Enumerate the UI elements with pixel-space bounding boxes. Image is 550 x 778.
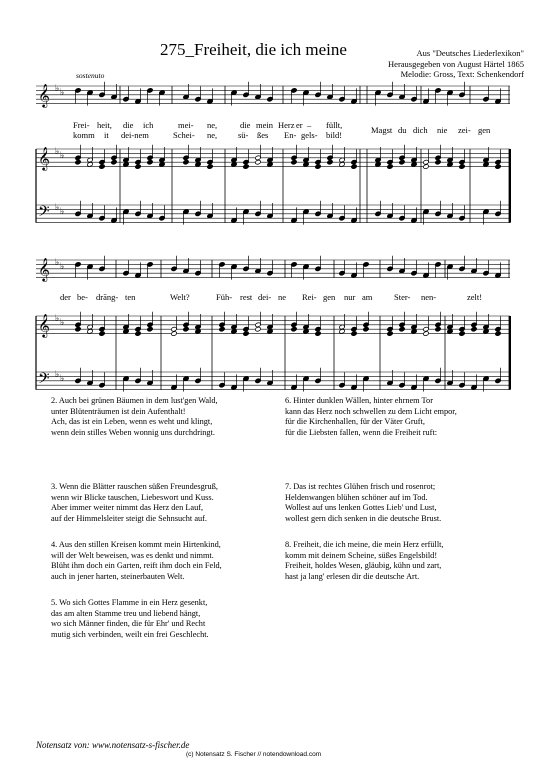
lyric-syllable: ne,: [207, 120, 218, 130]
lyric-syllable: bild!: [326, 130, 343, 140]
note-head: [267, 329, 273, 334]
lyric-syllable: rest: [240, 292, 253, 302]
note-head: [291, 326, 297, 331]
treble-clef: 𝄞: [38, 146, 50, 170]
lyric-syllable: drāng-: [96, 292, 119, 302]
bass-clef: 𝄢: [38, 370, 50, 391]
note-head: [363, 326, 369, 331]
note-head: [159, 162, 165, 167]
lyric-syllable: nur: [344, 292, 356, 302]
note-head: [459, 331, 465, 336]
verse-line: Freiheit, holdes Wesen, gläubig, kühn und zart,: [285, 561, 442, 571]
note-head: [399, 326, 405, 331]
verse-line: hast ja lang' erlesen dir die deutsche Art.: [285, 571, 420, 581]
lyric-syllable: füllt,: [326, 120, 343, 130]
lyric-syllable: Magst: [371, 125, 393, 135]
verse-line: kann das Herz noch schwellen zu dem Licht empor,: [285, 406, 457, 416]
verse-2: [51, 396, 301, 438]
key-flat: ♭: [55, 147, 60, 157]
note-head: [447, 329, 453, 334]
verse-line: 8. Freiheit, die ich meine, die mein Herz erfüllt,: [285, 540, 444, 549]
verse-line: wenn wir Blicke tauschen, Liebeswort und Kuss.: [51, 492, 214, 502]
note-head: [327, 159, 333, 164]
lyric-syllable: ich: [143, 120, 154, 130]
lyric-syllable: zelt!: [467, 292, 483, 302]
key-flat: ♭: [60, 374, 65, 384]
lyric-syllable: –: [307, 120, 312, 130]
lyric-syllable: die: [123, 120, 134, 130]
bass-clef: 𝄢: [38, 203, 50, 224]
verse-6: [285, 396, 535, 438]
key-flat: ♭: [55, 258, 60, 268]
key-flat: ♭: [55, 84, 60, 94]
note-head: [423, 164, 429, 169]
note-head: [135, 164, 141, 169]
verse-line: 6. Hinter dunklen Wällen, hinter ehrnem Tor: [285, 396, 433, 405]
note-head: [315, 164, 321, 169]
lyric-syllable: Frei-: [73, 120, 90, 130]
note-head: [123, 162, 129, 167]
lyric-syllable: komm: [73, 130, 95, 140]
note-head: [243, 164, 249, 169]
lyric-syllable: gen: [323, 292, 336, 302]
note-head: [303, 162, 309, 167]
verse-line: das am alten Stamme treu und liebend hängt,: [51, 608, 201, 618]
song-title: 275_Freiheit, die ich meine: [160, 40, 347, 59]
note-head: [375, 162, 381, 167]
note-head: [495, 164, 501, 169]
treble-clef: 𝄞: [38, 313, 50, 337]
verse-line: Blüht ihm doch ein Garten, reift ihm doch ein Feld,: [51, 561, 222, 571]
key-flat: ♭: [55, 370, 60, 380]
verse-line: will der Welt beweisen, was es denkt und nimmt.: [51, 550, 214, 560]
note-head: [471, 326, 477, 331]
note-head: [195, 162, 201, 167]
lyric-syllable: gels-: [301, 130, 318, 140]
verse-4: [51, 540, 301, 582]
note-head: [87, 329, 93, 334]
note-head: [147, 159, 153, 164]
note-head: [483, 329, 489, 334]
lyric-syllable: am: [362, 292, 373, 302]
verse-line: 2. Auch bei grünen Bäumen in dem lust'gen Wald,: [51, 396, 218, 405]
note-head: [231, 162, 237, 167]
source-line: Melodie: Gross, Text: Schenkendorf: [400, 69, 524, 79]
note-head: [459, 164, 465, 169]
lyric-syllable: be-: [77, 292, 88, 302]
lyric-syllable: die: [240, 120, 251, 130]
note-head: [387, 331, 393, 336]
verse-line: 3. Wenn die Blätter rauschen süßen Freundesgruß,: [51, 482, 218, 491]
footer-website: Notensatz von: www.notensatz-s-fischer.de: [36, 740, 190, 750]
verse-line: unter Blütenträumen ist dein Aufenthalt!: [51, 406, 186, 416]
lyric-syllable: dei-: [258, 292, 272, 302]
verse-line: wo sich Männer finden, die für Ehr' und Recht: [51, 619, 206, 629]
note-head: [303, 329, 309, 334]
note-head: [399, 159, 405, 164]
key-flat: ♭: [60, 88, 65, 98]
lyric-syllable: ßes: [257, 130, 269, 140]
lyric-syllable: nen-: [421, 292, 437, 302]
note-head: [123, 329, 129, 334]
note-head: [87, 162, 93, 167]
note-head: [411, 162, 417, 167]
note-head: [231, 329, 237, 334]
note-head: [423, 331, 429, 336]
key-flat: ♭: [60, 262, 65, 272]
verse-line: 7. Das ist rechtes Glühen frisch und rosenrot;: [285, 482, 436, 491]
note-head: [387, 164, 393, 169]
treble-clef: 𝄞: [38, 257, 50, 281]
note-head: [183, 159, 189, 164]
verse-line: Heldenwangen blühen schöner auf im Tod.: [285, 492, 428, 502]
lyric-syllable: mei-: [178, 120, 194, 130]
note-head: [411, 329, 417, 334]
note-head: [147, 326, 153, 331]
note-head: [435, 159, 441, 164]
lyric-syllable: Schei-: [173, 130, 195, 140]
note-head: [195, 329, 201, 334]
verse-line: Wollest auf uns lenken Gottes Lieb' und Lust,: [285, 503, 437, 513]
lyric-syllable: nie: [437, 125, 448, 135]
lyric-syllable: gen: [478, 125, 491, 135]
verse-line: wollest gern dich senken in die deutsche Brust.: [285, 513, 442, 523]
note-head: [351, 164, 357, 169]
lyric-syllable: Ster-: [394, 292, 411, 302]
lyric-syllable: it: [104, 130, 109, 140]
verse-5: [51, 598, 301, 640]
verse-line: wenn dein stilles Weben wonnig uns durchdringt.: [51, 427, 215, 437]
lyric-syllable: ten: [125, 292, 136, 302]
note-head: [255, 326, 261, 331]
note-head: [447, 162, 453, 167]
verse-line: 4. Aus den stillen Kreisen kommt mein Hirtenkind,: [51, 540, 221, 549]
note-head: [495, 331, 501, 336]
note-head: [255, 159, 261, 164]
verse-line: Ach, das ist ein Leben, wenn es weht und klingt,: [51, 417, 213, 427]
lyric-syllable: du: [398, 125, 407, 135]
note-head: [135, 331, 141, 336]
verse-line: für die Kirchenhallen, für der Väter Gruft,: [285, 417, 425, 427]
source-line: Aus "Deutsches Liederlexikon": [416, 48, 524, 58]
verse-line: komm mit deinem Scheine, süßes Engelsbild!: [285, 550, 438, 560]
lyric-syllable: mein: [256, 120, 273, 130]
tempo-marking: sostenuto: [76, 71, 105, 80]
note-head: [291, 159, 297, 164]
lyric-syllable: dich: [413, 125, 428, 135]
treble-clef: 𝄞: [38, 83, 50, 107]
note-head: [75, 159, 81, 164]
note-head: [171, 331, 177, 336]
lyric-syllable: zei-: [458, 125, 471, 135]
verse-3: [51, 482, 301, 524]
verse-line: für die Liebsten fallen, wenn die Freiheit ruft:: [285, 427, 438, 437]
note-head: [351, 331, 357, 336]
note-head: [315, 331, 321, 336]
note-head: [339, 162, 345, 167]
verse-line: 5. Wo sich Gottes Flamme in ein Herz gesenkt,: [51, 598, 208, 607]
key-flat: ♭: [55, 203, 60, 213]
key-flat: ♭: [55, 314, 60, 324]
note-head: [483, 162, 489, 167]
key-flat: ♭: [60, 318, 65, 328]
note-head: [207, 164, 213, 169]
footer-copyright: (c) Notensatz S. Fischer // notendownload.com: [186, 751, 322, 758]
note-head: [75, 326, 81, 331]
key-flat: ♭: [60, 207, 65, 217]
note-head: [111, 159, 117, 164]
lyric-syllable: Herz: [278, 120, 295, 130]
note-head: [183, 326, 189, 331]
verse-line: auf der Himmelsleiter steigt die Sehnsucht auf.: [51, 513, 207, 523]
lyric-syllable: En-: [284, 130, 297, 140]
note-head: [219, 326, 225, 331]
verse-line: mutig sich verbinden, weilt ein frei Geschlecht.: [51, 629, 209, 639]
lyric-syllable: der: [60, 292, 71, 302]
verse-line: auch in jener harten, steinerbauten Welt.: [51, 571, 185, 581]
verse-8: [285, 540, 535, 582]
note-head: [99, 164, 105, 169]
source-line: Herausgegeben von August Härtel 1865: [388, 58, 524, 69]
lyric-syllable: Rei-: [302, 292, 317, 302]
lyric-syllable: sü-: [238, 130, 249, 140]
lyric-syllable: dei-nem: [121, 130, 149, 140]
lyric-syllable: ne: [278, 292, 287, 302]
note-head: [435, 326, 441, 331]
note-head: [99, 331, 105, 336]
lyric-syllable: ne,: [207, 130, 218, 140]
verse-7: [285, 482, 535, 524]
note-head: [267, 162, 273, 167]
lyric-syllable: Füh-: [216, 292, 233, 302]
note-head: [243, 331, 249, 336]
verse-line: Aber immer weiter nimmt das Herz den Lauf,: [51, 503, 204, 513]
note-head: [339, 329, 345, 334]
lyric-syllable: er: [296, 120, 303, 130]
lyric-syllable: heit,: [97, 120, 112, 130]
lyric-syllable: Welt?: [170, 292, 190, 302]
key-flat: ♭: [60, 151, 65, 161]
